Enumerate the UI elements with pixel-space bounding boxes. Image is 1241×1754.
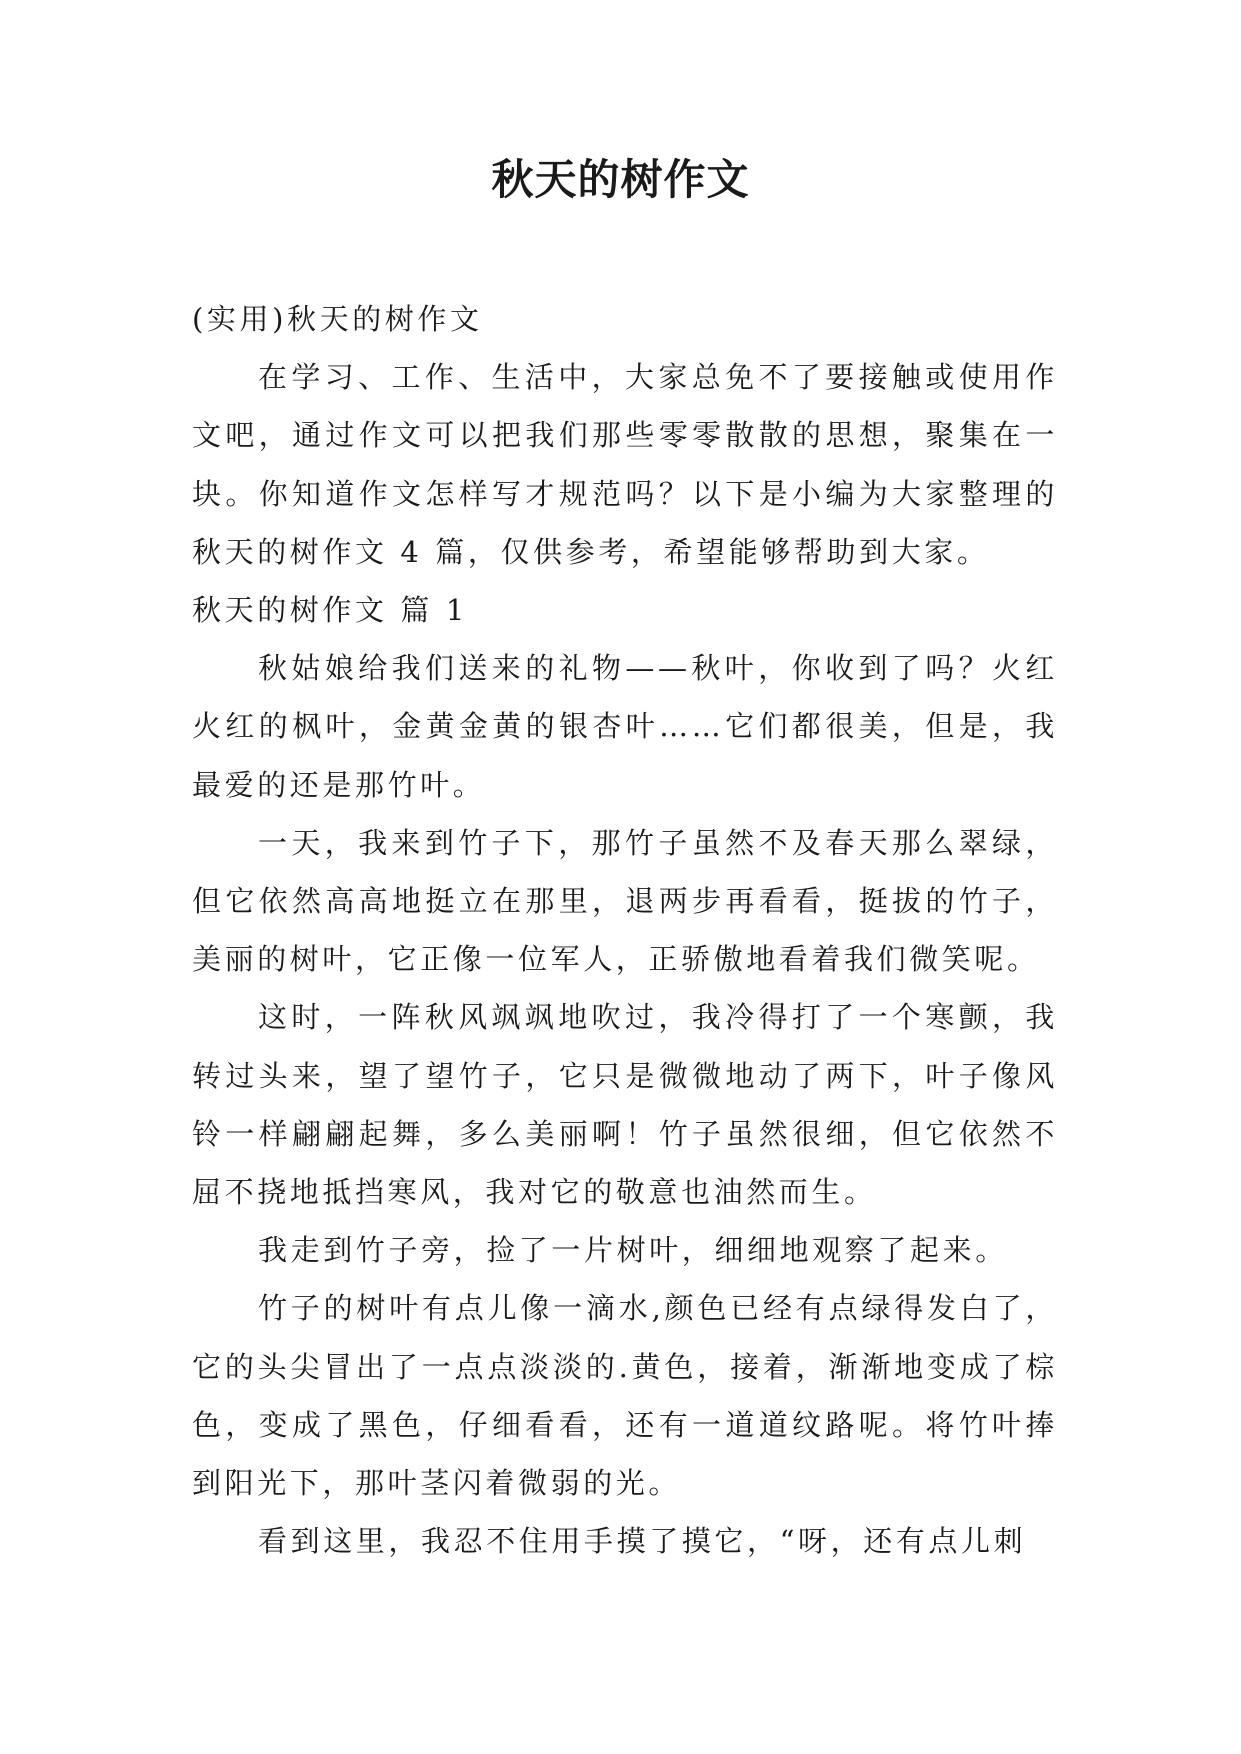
body-paragraph: 这时，一阵秋风飒飒地吹过，我冷得打了一个寒颤，我转过头来，望了望竹子，它只是微微地动了两下，叶子像风铃一样翩翩起舞，多么美丽啊！竹子虽然很细，但它依然不屈不挠地抵挡寒风，我对它的敬意也油然而生。 — [192, 1000, 1058, 1210]
section-heading: 秋天的树作文 篇 1 — [192, 593, 468, 628]
body-paragraph: 秋姑娘给我们送来的礼物——秋叶，你收到了吗？火红火红的枫叶，金黄金黄的银杏叶……它们都很美，但是，我最爱的还是那竹叶。 — [192, 651, 1058, 802]
intro-paragraph: 在学习、工作、生活中，大家总免不了要接触或使用作文吧，通过作文可以把我们那些零零散散的思想，聚集在一块。你知道作文怎样写才规范吗？以下是小编为大家整理的秋天的树作文 4 篇，仅供参考，希望能够帮助到大家。 — [192, 360, 1058, 569]
body-paragraph: 看到这里，我忍不住用手摸了摸它，“呀，还有点儿刺 — [258, 1524, 1027, 1559]
body-paragraph: 竹子的树叶有点儿像一滴水,颜色已经有点绿得发白了，它的头尖冒出了一点点淡淡的.黄色，接着，渐渐地变成了棕色，变成了黑色，仔细看看，还有一道道纹路呢。将竹叶捧到阳光下，那叶茎闪着微弱的光。 — [192, 1291, 1058, 1501]
document-title: 秋天的树作文 — [491, 155, 750, 204]
body-paragraph: 一天，我来到竹子下，那竹子虽然不及春天那么翠绿，但它依然高高地挺立在那里，退两步再看看，挺拔的竹子，美丽的树叶，它正像一位军人，正骄傲地看着我们微笑呢。 — [192, 825, 1058, 977]
subtitle-paragraph: (实用)秋天的树作文 — [192, 302, 483, 336]
document-body — [192, 290, 1058, 1570]
body-paragraph: 我走到竹子旁，捡了一片树叶，细细地观察了起来。 — [258, 1233, 1008, 1268]
